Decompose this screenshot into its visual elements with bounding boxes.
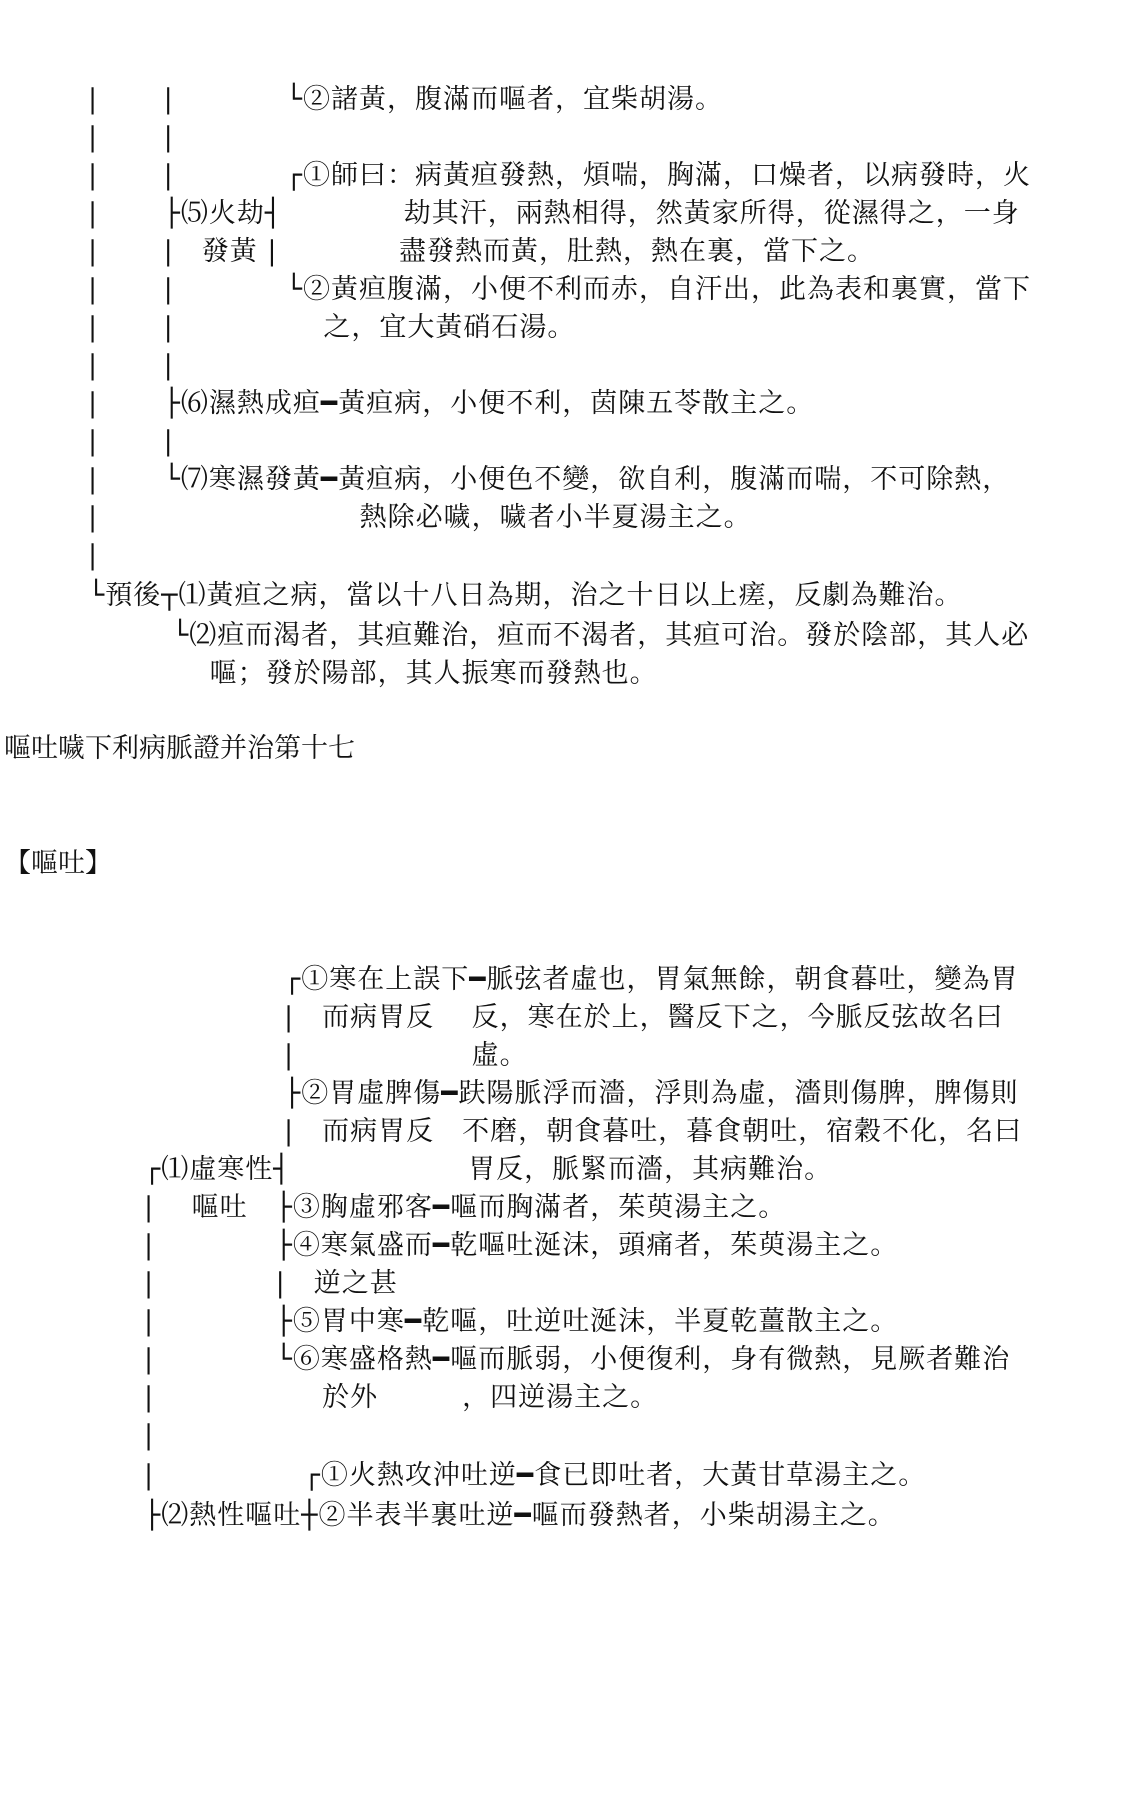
subsection-title: 【嘔吐】: [4, 848, 112, 879]
outline-line: | └⑺寒濕發黃━黃疸病，小便色不變，欲自利，腹滿而喘，不可除熱，: [88, 464, 1011, 495]
outline-line: ├②胃虛脾傷━趺陽脈浮而濇，浮則為虛，濇則傷脾，脾傷則: [88, 1078, 1019, 1109]
outline-line: 嘔；發於陽部，其人振寒而發熱也。: [88, 658, 658, 689]
outline-line: | |: [88, 426, 174, 457]
outline-line: | ├⑸火劫┤ 劫其汗，兩熱相得，然黃家所得，從濕得之，一身: [88, 198, 1020, 229]
outline-line: | 嘔吐 ├③胸虛邪客━嘔而胸滿者，茱萸湯主之。: [88, 1192, 787, 1223]
outline-line: | 於外 ，四逆湯主之。: [88, 1382, 659, 1413]
outline-line: | | ┌①師曰：病黃疸發熱，煩喘，胸滿，口燥者，以病發時，火: [88, 160, 1032, 191]
outline-line: ├⑵熱性嘔吐┼②半表半裏吐逆━嘔而發熱者，小柴胡湯主之。: [88, 1500, 896, 1531]
outline-line: | ┌①火熱攻沖吐逆━食已即吐者，大黃甘草湯主之。: [88, 1460, 927, 1491]
outline-line: | |: [88, 122, 174, 153]
outline-line: | | 逆之甚: [88, 1268, 398, 1299]
outline-line: | 熱除必噦，噦者小半夏湯主之。: [88, 502, 752, 533]
outline-line: | | └②諸黃，腹滿而嘔者，宜柴胡湯。: [88, 84, 724, 115]
chapter-title: 嘔吐噦下利病脈證并治第十七: [4, 733, 355, 764]
outline-line: ┌①寒在上誤下━脈弦者虛也，胃氣無餘，朝食暮吐，變為胃: [88, 964, 1019, 995]
outline-line: | 而病胃反 反，寒在於上，醫反下之，今脈反弦故名曰: [88, 1002, 1004, 1033]
outline-line: | ├⑤胃中寒━乾嘔，吐逆吐涎沫，半夏乾薑散主之。: [88, 1306, 899, 1337]
outline-line: | └⑥寒盛格熱━嘔而脈弱，小便復利，身有微熱，見厥者難治: [88, 1344, 1011, 1375]
outline-line: |: [88, 1420, 155, 1451]
outline-line: | ├⑹濕熱成疸━黃疸病，小便不利，茵陳五苓散主之。: [88, 388, 815, 419]
outline-line: └預後┬⑴黃疸之病，當以十八日為期，治之十日以上瘥，反劇為難治。: [88, 580, 963, 611]
outline-line: | |: [88, 350, 174, 381]
outline-line: | 虛。: [88, 1040, 528, 1071]
outline-line: └⑵疸而渴者，其疸難治，疸而不渴者，其疸可治。發於陰部，其人必: [88, 620, 1030, 651]
outline-line: | ├④寒氣盛而━乾嘔吐涎沫，頭痛者，茱萸湯主之。: [88, 1230, 899, 1261]
outline-line: ┌⑴虛寒性┤ 胃反，脈緊而濇，其病難治。: [88, 1154, 833, 1185]
outline-line: | 而病胃反 不磨，朝食暮吐，暮食朝吐，宿穀不化，名曰: [88, 1116, 1023, 1147]
outline-line: |: [88, 540, 99, 571]
outline-line: | | └②黃疸腹滿，小便不利而赤，自汗出，此為表和裏實，當下: [88, 274, 1032, 305]
outline-line: | | 之，宜大黃硝石湯。: [88, 312, 576, 343]
outline-line: | | 發黃 | 盡發熱而黃，肚熱，熱在裏，當下之。: [88, 236, 876, 267]
